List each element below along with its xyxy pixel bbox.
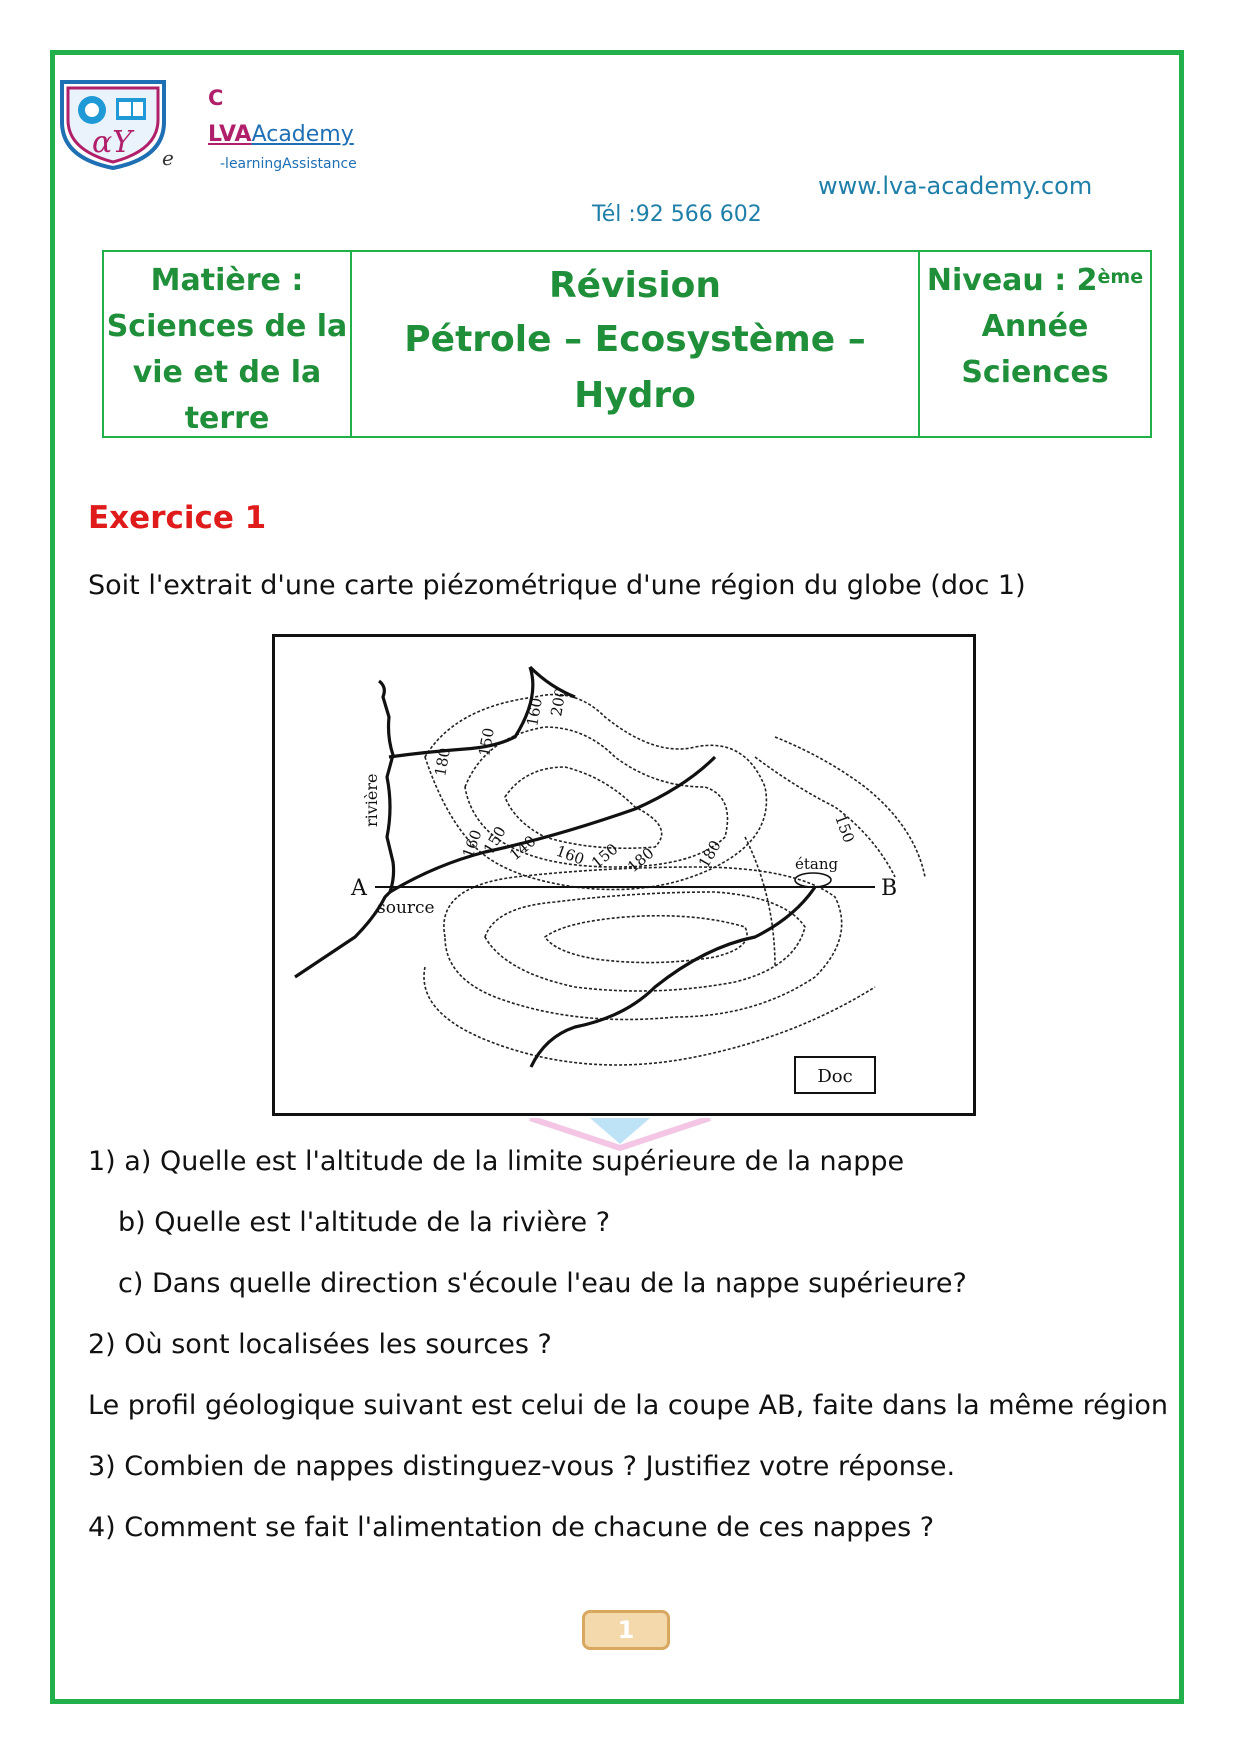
contour-label: 150 xyxy=(831,812,858,846)
contour-label: 200 xyxy=(547,686,570,718)
exercise-title: Exercice 1 xyxy=(88,500,267,536)
level-line: Niveau : 2ème xyxy=(926,263,1144,298)
brand-name xyxy=(208,122,354,147)
subject-cell xyxy=(104,252,352,436)
map-label-river: rivière xyxy=(362,773,381,827)
brand-letter-e: e xyxy=(162,146,174,170)
phone-number: Tél :92 566 602 xyxy=(592,202,762,227)
exercise-intro: Soit l'extrait d'une carte piézométrique d'une région du globe (doc 1) xyxy=(88,570,1026,601)
map-label-pond: étang xyxy=(795,855,839,873)
brand-academy: Academy xyxy=(251,122,354,147)
brand-tagline: -learningAssistance xyxy=(220,156,357,172)
profile-intro: Le profil géologique suivant est celui de la coupe AB, faite dans la même région xyxy=(88,1390,1169,1421)
website-link[interactable]: www.lva-academy.com xyxy=(818,172,1093,200)
contour-label: 140 xyxy=(506,831,540,865)
subject-line: terre xyxy=(184,401,270,436)
subject-line: vie et de la xyxy=(132,355,322,390)
contour-label: 180 xyxy=(694,837,725,871)
level-line: Année xyxy=(981,309,1089,344)
question-1b: b) Quelle est l'altitude de la rivière ? xyxy=(118,1207,611,1238)
doc-label: Doc xyxy=(817,1066,853,1087)
level-cell xyxy=(920,252,1150,436)
level-line: Sciences xyxy=(961,355,1109,390)
contour-label: 180 xyxy=(431,746,454,778)
question-1c: c) Dans quelle direction s'écoule l'eau de la nappe supérieure? xyxy=(118,1268,967,1299)
contour-label: 180 xyxy=(624,843,658,877)
map-label-b: B xyxy=(881,876,898,901)
brand-lva: LVA xyxy=(208,122,252,147)
question-4: 4) Comment se fait l'alimentation de chacune de ces nappes ? xyxy=(88,1512,935,1543)
map-label-a: A xyxy=(351,876,367,901)
header-table xyxy=(102,250,1152,438)
contour-label: 160 xyxy=(523,696,546,728)
map-drawing xyxy=(275,637,973,1113)
lva-logo xyxy=(58,78,168,170)
level-superscript: ème xyxy=(1097,266,1144,288)
question-2: 2) Où sont localisées les sources ? xyxy=(88,1329,552,1360)
contour-label: 150 xyxy=(588,839,622,873)
subject-line: Sciences de la xyxy=(106,309,348,344)
brand-letter-c: C xyxy=(208,86,224,110)
question-3: 3) Combien de nappes distinguez-vous ? Justifiez votre réponse. xyxy=(88,1451,956,1482)
revision-title: Révision xyxy=(548,265,722,306)
svg-text:αY: αY xyxy=(91,125,133,160)
contour-label: 150 xyxy=(479,823,510,857)
question-1a: 1) a) Quelle est l'altitude de la limite supérieure de la nappe xyxy=(88,1146,905,1177)
contour-label: 150 xyxy=(475,726,498,758)
page-number-badge: 1 xyxy=(582,1610,670,1650)
title-cell xyxy=(352,252,920,436)
contour-label: 160 xyxy=(553,841,587,869)
subject-line: Matière : xyxy=(150,263,304,298)
map-label-source: source xyxy=(377,898,435,918)
contour-label: 160 xyxy=(458,827,486,861)
piezometric-map xyxy=(272,634,976,1116)
topics-title: Pétrole – Ecosystème – Hydro xyxy=(404,319,866,416)
